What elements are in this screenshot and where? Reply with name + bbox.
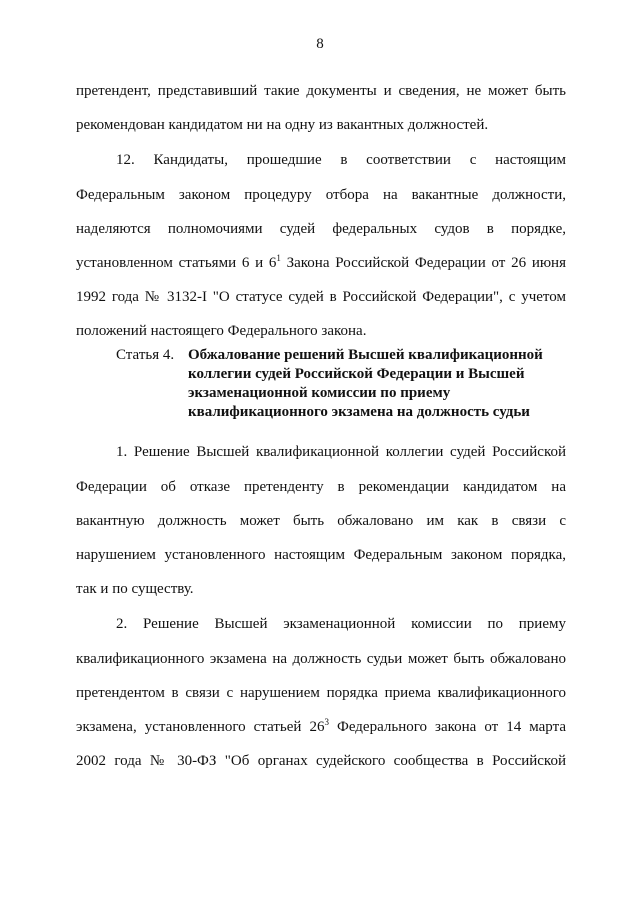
intro-line-1: претендент, представивший такие документы и сведения, не может быть bbox=[76, 83, 566, 99]
p4-2-line-1: 2. Решение Высшей экзаменационной комиссии по приему bbox=[116, 616, 566, 632]
p12-line-4 bbox=[76, 254, 566, 272]
p4-1-line-2: Федерации об отказе претенденту в рекомендации кандидатом на bbox=[76, 479, 566, 495]
p4-2-line-3: претендентом в связи с нарушением порядка приема квалификационного bbox=[76, 685, 566, 701]
p12-line-2: Федеральным законом процедуру отбора на вакантные должности, bbox=[76, 187, 566, 203]
p12-line-4-text-a: установленном статьями 6 и 6 bbox=[76, 255, 277, 271]
article-label: Статья 4. bbox=[116, 347, 175, 363]
p4-2-line-2: квалификационного экзамена на должность судьи может быть обжаловано bbox=[76, 651, 566, 667]
p4-1-line-3: вакантную должность может быть обжаловано им как в связи с bbox=[76, 513, 566, 529]
article-title: Обжалование решений Высшей квалификационной коллегии судей Российской Федерации и Высшей экзаменационной комиссии по приему квалификационного экзамена на должность судьи bbox=[188, 347, 543, 420]
p12-line-3: наделяются полномочиями судей федеральных судов в порядке, bbox=[76, 221, 566, 237]
p4-1-line-4: нарушением установленного настоящим Федеральным законом порядка, bbox=[76, 547, 566, 563]
p12-line-1: 12. Кандидаты, прошедшие в соответствии с настоящим bbox=[116, 152, 566, 168]
p4-2-superscript: 3 bbox=[324, 717, 329, 727]
p12-line-4-text-b: Закона Российской Федерации от 26 июня bbox=[280, 255, 566, 271]
p12-superscript: 1 bbox=[276, 253, 281, 263]
page-number: 8 bbox=[316, 36, 324, 52]
p4-2-line-5: 2002 года № 30-ФЗ "Об органах судейского сообщества в Российской bbox=[76, 753, 566, 769]
p4-2-line-4 bbox=[76, 718, 566, 736]
intro-line-2: рекомендован кандидатом ни на одну из вакантных должностей. bbox=[76, 117, 489, 133]
p12-line-5: 1992 года № 3132-I "О статусе судей в Российской Федерации", с учетом bbox=[76, 289, 566, 305]
p4-1-line-5: так и по существу. bbox=[76, 581, 194, 597]
p4-2-line-4-text-a: экзамена, установленного статьей 26 bbox=[76, 719, 325, 735]
p4-1-line-1: 1. Решение Высшей квалификационной коллегии судей Российской bbox=[116, 444, 566, 460]
p12-line-6: положений настоящего Федерального закона. bbox=[76, 323, 367, 339]
p4-2-line-4-text-b: Федерального закона от 14 марта bbox=[328, 719, 567, 735]
